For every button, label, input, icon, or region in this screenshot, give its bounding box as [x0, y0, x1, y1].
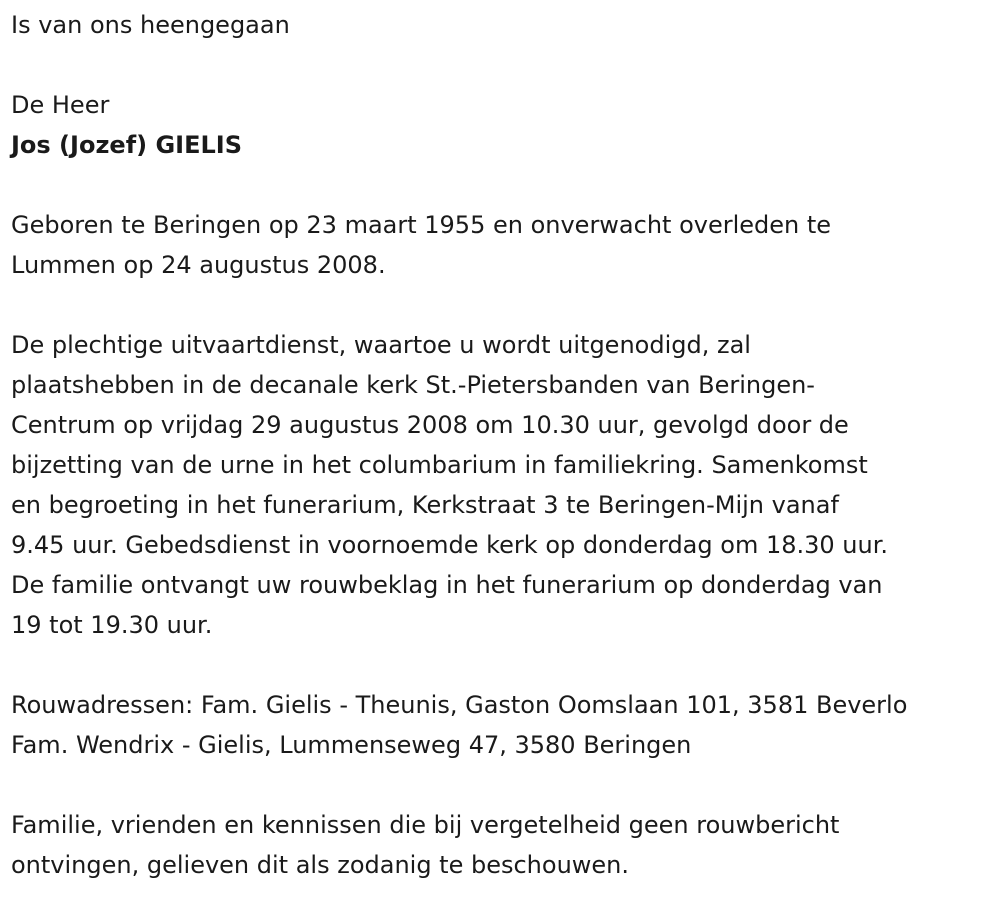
- birth-death-paragraph: [11, 205, 988, 285]
- addresses-paragraph: [11, 685, 988, 765]
- paragraph-line: Geboren te Beringen op 23 maart 1955 en onverwacht overleden te: [11, 211, 832, 239]
- spacer: [11, 645, 988, 685]
- paragraph-line: De plechtige uitvaartdienst, waartoe u wordt uitgenodigd, zal: [11, 331, 751, 359]
- paragraph-line: bijzetting van de urne in het columbarium in familiekring. Samenkomst: [11, 451, 868, 479]
- spacer: [11, 45, 988, 85]
- ceremony-paragraph: [11, 325, 988, 645]
- spacer: [11, 765, 988, 805]
- paragraph-line: Lummen op 24 augustus 2008.: [11, 251, 386, 279]
- paragraph-line: plaatshebben in de decanale kerk St.-Pietersbanden van Beringen-: [11, 371, 815, 399]
- paragraph-line: en begroeting in het funerarium, Kerkstraat 3 te Beringen-Mijn vanaf: [11, 491, 839, 519]
- paragraph-line: ontvingen, gelieven dit als zodanig te beschouwen.: [11, 851, 630, 879]
- spacer: [11, 165, 988, 205]
- paragraph-line: 19 tot 19.30 uur.: [11, 611, 213, 639]
- closing-paragraph: [11, 805, 988, 885]
- address-line: Fam. Wendrix - Gielis, Lummenseweg 47, 3580 Beringen: [11, 731, 692, 759]
- paragraph-line: 9.45 uur. Gebedsdienst in voornoemde kerk op donderdag om 18.30 uur.: [11, 531, 888, 559]
- deceased-name: Jos (Jozef) GIELIS: [11, 131, 242, 159]
- intro-text: Is van ons heengegaan: [11, 11, 290, 39]
- spacer: [11, 285, 988, 325]
- paragraph-line: Centrum op vrijdag 29 augustus 2008 om 10.30 uur, gevolgd door de: [11, 411, 849, 439]
- address-line: Rouwadressen: Fam. Gielis - Theunis, Gaston Oomslaan 101, 3581 Beverlo: [11, 691, 908, 719]
- title-prefix: De Heer: [11, 91, 110, 119]
- paragraph-line: De familie ontvangt uw rouwbeklag in het funerarium op donderdag van: [11, 571, 883, 599]
- paragraph-line: Familie, vrienden en kennissen die bij vergetelheid geen rouwbericht: [11, 811, 840, 839]
